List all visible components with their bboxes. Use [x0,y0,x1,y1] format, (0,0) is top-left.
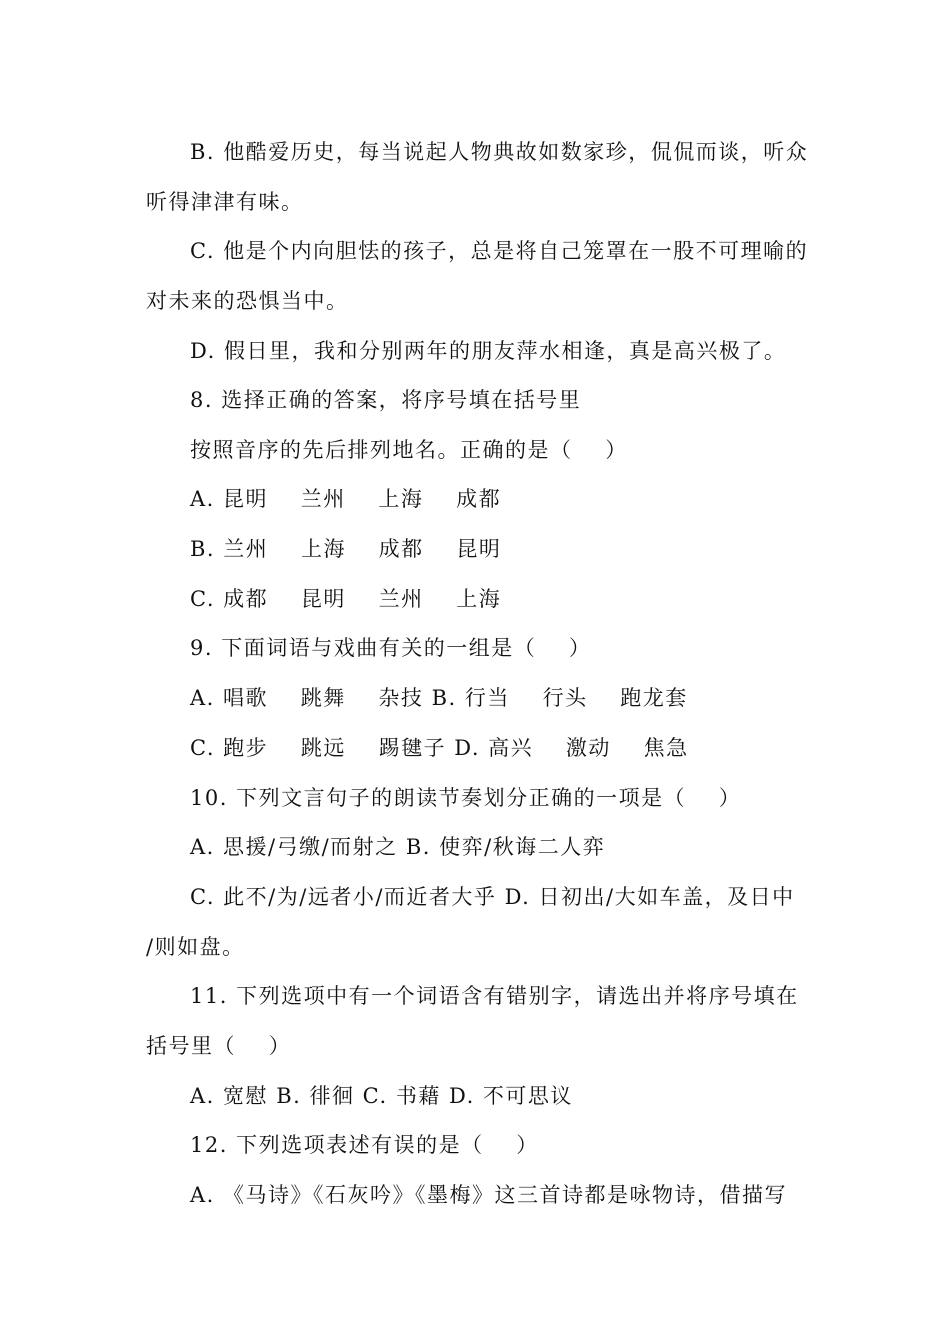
option-b-continuation: 听得津津有味。 [146,190,304,214]
option-c-continuation: 对未来的恐惧当中。 [146,289,349,313]
question-8-option-b: B. 兰州 上海 成都 昆明 [190,537,502,561]
question-8-prompt: 按照音序的先后排列地名。正确的是（ ） [190,438,628,462]
option-c-sentence: C. 他是个内向胆怯的孩子，总是将自己笼罩在一股不可理喻的 [190,239,809,263]
question-8-title: 8. 选择正确的答案，将序号填在括号里 [190,388,582,412]
question-9-options-cd: C. 跑步 跳远 踢毽子 D. 高兴 激动 焦急 [190,736,689,760]
question-11-title: 11. 下列选项中有一个词语含有错别字，请选出并将序号填在 [190,984,799,1008]
question-11-continuation: 括号里（ ） [146,1034,292,1058]
option-b-sentence: B. 他酷爱历史，每当说起人物典故如数家珍，侃侃而谈，听众 [190,140,809,164]
question-10-continuation: /则如盘。 [146,935,245,959]
question-8-option-c: C. 成都 昆明 兰州 上海 [190,587,502,611]
question-12-title: 12. 下列选项表述有误的是（ ） [190,1133,539,1157]
question-11-options: A. 宽慰 B. 徘徊 C. 书藉 D. 不可思议 [190,1084,573,1108]
question-9-options-ab: A. 唱歌 跳舞 杂技 B. 行当 行头 跑龙套 [190,686,688,710]
question-10-options-ab: A. 思援/弓缴/而射之 B. 使弈/秋诲二人弈 [190,835,606,859]
question-10-title: 10. 下列文言句子的朗读节奏划分正确的一项是（ ） [190,786,742,810]
question-12-option-a: A. 《马诗》《石灰吟》《墨梅》这三首诗都是咏物诗，借描写 [190,1183,788,1207]
question-10-options-cd: C. 此不/为/远者小/而近者大乎 D. 日初出/大如车盖，及日中 [190,885,795,909]
question-9-title: 9. 下面词语与戏曲有关的一组是（ ） [190,636,592,660]
question-8-option-a: A. 昆明 兰州 上海 成都 [190,487,502,511]
option-d-sentence: D. 假日里，我和分别两年的朋友萍水相逢，真是高兴极了。 [190,339,787,363]
